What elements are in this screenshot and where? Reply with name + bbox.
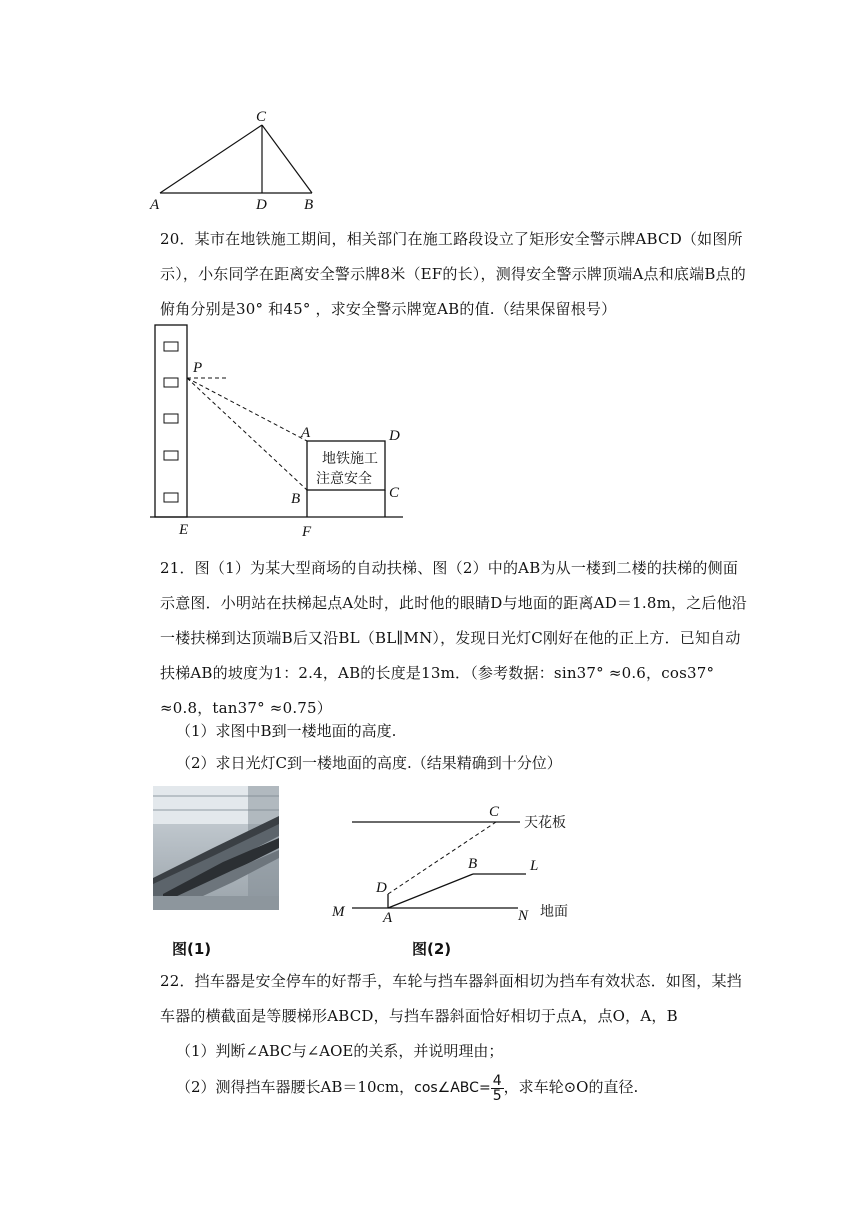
label-c: C	[256, 109, 267, 125]
label-p: P	[193, 360, 203, 376]
label-m: M	[332, 904, 345, 920]
label-e: E	[179, 522, 189, 538]
fraction-denominator: 5	[492, 1087, 502, 1104]
sign-text-line1: 地铁施工	[322, 451, 378, 467]
label-f: F	[302, 524, 312, 540]
sightline-dc	[388, 822, 496, 894]
question-20	[160, 222, 750, 327]
label-a: A	[150, 197, 160, 213]
question-21-part2: （2）求日光灯C到一楼地面的高度.（结果精确到十分位）	[176, 754, 562, 772]
question-20-text: 20．某市在地铁施工期间，相关部门在施工路段设立了矩形安全警示牌ABCD（如图所示），小东同学在距离安全警示牌8米（EF的长），测得安全警示牌顶端A点和底端B点的俯角分别是30° 和45° ，求安全警示牌宽AB的值.（结果保留根号）	[160, 230, 746, 318]
label-c: C	[489, 804, 500, 820]
question-21	[160, 551, 750, 726]
fraction-numerator: 4	[492, 1072, 502, 1089]
label-d: D	[389, 428, 400, 444]
label-b: B	[468, 856, 478, 872]
sightline-pb	[187, 378, 307, 490]
question-21-part1: （1）求图中B到一楼地面的高度.	[176, 722, 397, 740]
escalator-photo	[153, 786, 279, 910]
triangle-figure	[140, 105, 340, 215]
escalator-ab	[388, 874, 473, 908]
segment-cb	[262, 125, 312, 193]
label-a: A	[383, 910, 393, 926]
label-c: C	[389, 485, 400, 501]
sign-text-line2: 注意安全	[316, 471, 372, 487]
question-22-text: 22．挡车器是安全停车的好帮手，车轮与挡车器斜面相切为挡车有效状态．如图，某挡车器的横截面是等腰梯形ABCD，与挡车器斜面恰好相切于点A，点O，A，B	[160, 972, 742, 1025]
label-l: L	[530, 858, 539, 874]
caption-figure-2: 图(2)	[412, 940, 452, 958]
label-b: B	[291, 491, 301, 507]
building	[155, 325, 187, 517]
label-d: D	[376, 880, 387, 896]
caption-figure-1: 图(1)	[172, 940, 212, 958]
cos-expression: cos∠ABC=	[414, 1080, 491, 1096]
fraction-4-5	[491, 1074, 504, 1103]
label-d: D	[256, 197, 267, 213]
question-21-text: 21．图（1）为某大型商场的自动扶梯、图（2）中的AB为从一楼到二楼的扶梯的侧面示意图．小明站在扶梯起点A处时，此时他的眼睛D与地面的距离AD＝1.8m，之后他沿一楼扶梯到达顶端B后又沿BL（BL∥MN），发现日光灯C刚好在他的正上方．已知自动扶梯AB的坡度为1：2.4，AB的长度是13m．（参考数据：sin37° ≈0.6，cos37° ≈0.8，tan37° ≈0.75）	[160, 559, 747, 717]
label-a: A	[301, 425, 311, 441]
part2-suffix: ，求车轮⊙O的直径.	[503, 1078, 639, 1096]
part2-prefix: （2）测得挡车器腰长AB＝10cm，	[176, 1078, 415, 1096]
label-n: N	[518, 908, 529, 924]
label-b: B	[304, 197, 314, 213]
question-22	[160, 964, 750, 1034]
ceiling-label: 天花板	[524, 815, 566, 831]
escalator-diagram	[328, 796, 588, 926]
ground-label: 地面	[540, 904, 568, 920]
question-22-part1: （1）判断∠ABC与∠AOE的关系，并说明理由；	[176, 1042, 504, 1060]
sign-figure	[145, 320, 415, 542]
sightline-pa	[187, 378, 307, 441]
question-22-part2	[176, 1070, 638, 1105]
segment-ac	[160, 125, 262, 193]
